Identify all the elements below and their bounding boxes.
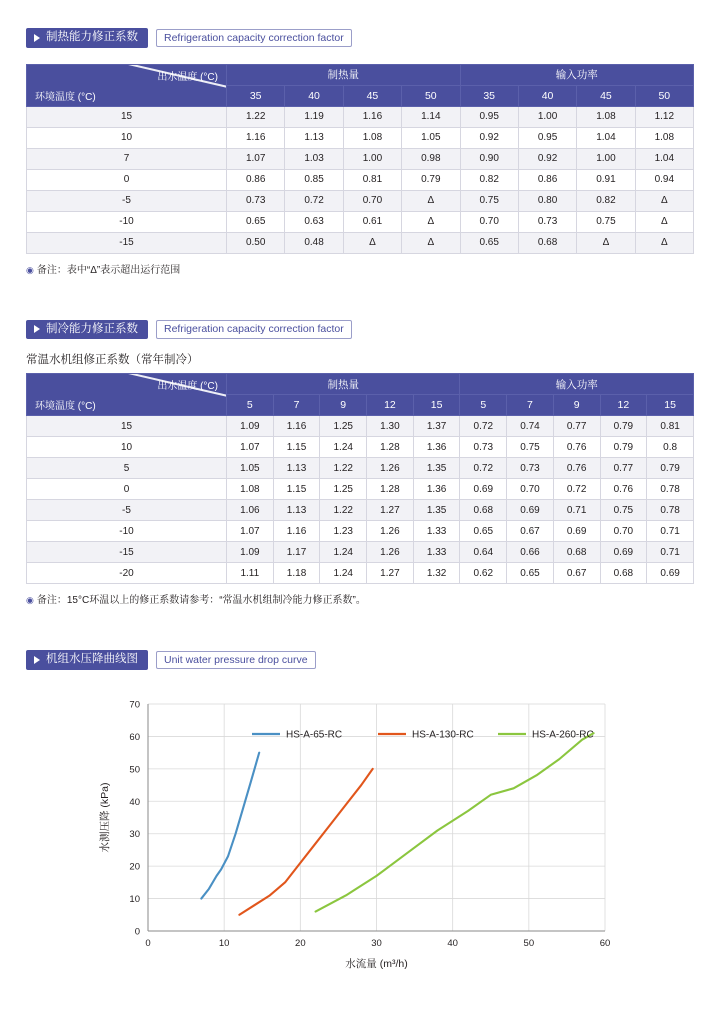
cell: 0.92 [518,148,576,169]
table-row [27,563,694,584]
cell: 1.18 [273,563,320,584]
row-label: 5 [27,458,227,479]
cell: 0.75 [600,500,647,521]
cell: 0.75 [577,211,635,232]
cell: Δ [635,232,693,253]
cell: 0.71 [647,521,694,542]
cell: 1.08 [577,106,635,127]
cell: 0.69 [507,500,554,521]
x-axis-title: 水流量 (m³/h) [345,957,408,970]
row-label: 15 [27,106,227,127]
cell: 0.92 [460,127,518,148]
heating-subheader-3: 50 [402,85,460,106]
cell: 0.80 [518,190,576,211]
cooling-subheader-0: 5 [227,395,274,416]
cell: 1.08 [343,127,401,148]
heating-badge-label: 制热能力修正系数 [46,31,138,43]
row-label: 15 [27,416,227,437]
cell: 0.68 [460,500,507,521]
heating-section-heading [26,28,720,48]
y-axis-title: 水测压降 (kPa) [99,781,111,853]
cell: 0.79 [600,416,647,437]
cell: 1.08 [635,127,693,148]
heating-subheader-5: 40 [518,85,576,106]
heating-note [26,261,720,276]
cell: 0.85 [285,169,343,190]
cell: 1.13 [285,127,343,148]
cell: 0.75 [460,190,518,211]
note-bullet-icon: ◉ [26,264,34,275]
table-row [27,521,694,542]
cell: 0.79 [402,169,460,190]
cooling-note [26,591,720,606]
cell: 0.75 [507,437,554,458]
row-label: 10 [27,127,227,148]
cell: 1.35 [413,500,460,521]
cell: 0.67 [553,563,600,584]
cooling-group-header-1: 输入功率 [460,374,694,395]
cooling-subheader-6: 7 [507,395,554,416]
table-row [27,232,694,253]
heating-subheader-1: 40 [285,85,343,106]
cell: 1.11 [227,563,274,584]
heating-subheader-7: 50 [635,85,693,106]
cell: Δ [577,232,635,253]
cell: 1.15 [273,479,320,500]
cell: 0.76 [553,437,600,458]
cooling-subheader-7: 9 [553,395,600,416]
cell: 1.37 [413,416,460,437]
x-tick-label: 10 [218,937,230,949]
heating-subheader-4: 35 [460,85,518,106]
cell: 1.24 [320,563,367,584]
cell: 1.16 [227,127,285,148]
heating-badge [26,28,148,48]
cell: 1.09 [227,542,274,563]
cell: 1.22 [227,106,285,127]
cell: 0.71 [647,542,694,563]
y-tick-label: 30 [129,828,140,840]
cell: 1.24 [320,542,367,563]
series-line-2 [239,768,372,914]
cell: 1.23 [320,521,367,542]
cell: 1.00 [518,106,576,127]
cell: 0.72 [460,458,507,479]
cell: 0.77 [600,458,647,479]
cell: 0.76 [553,458,600,479]
cell: 0.78 [647,479,694,500]
cooling-subheader-2: 9 [320,395,367,416]
cell: 0.65 [507,563,554,584]
cell: 1.04 [635,148,693,169]
cell: 0.70 [600,521,647,542]
cell: 1.28 [367,437,414,458]
cell: 1.07 [227,148,285,169]
table-row [27,148,694,169]
cell: 0.68 [553,542,600,563]
cell: 0.94 [635,169,693,190]
cooling-subheader-4: 15 [413,395,460,416]
cell: 0.72 [553,479,600,500]
pressure-drop-chart [0,686,720,981]
cell: 1.26 [367,521,414,542]
cell: 0.48 [285,232,343,253]
y-tick-label: 50 [129,763,140,775]
table-row [27,458,694,479]
chart-section-heading [26,650,720,670]
heating-outlet-temp-label: 出水温度 (°C) [157,71,218,83]
cell: Δ [635,190,693,211]
cell: 1.14 [402,106,460,127]
cell: 0.95 [460,106,518,127]
y-tick-label: 60 [129,731,140,743]
cell: 1.09 [227,416,274,437]
cell: 0.81 [647,416,694,437]
cell: 0.73 [507,458,554,479]
heating-badge-en: Refrigeration capacity correction factor [156,29,352,48]
cooling-correction-table [26,373,694,584]
cell: 0.63 [285,211,343,232]
cell: 0.74 [507,416,554,437]
cell: 1.12 [635,106,693,127]
cell: 0.73 [460,437,507,458]
y-tick-label: 0 [134,926,140,937]
table-row [27,211,694,232]
cell: 1.26 [367,542,414,563]
cell: 1.07 [227,437,274,458]
cell: 1.35 [413,458,460,479]
cell: 1.24 [320,437,367,458]
cell: 1.13 [273,500,320,521]
cell: 0.70 [460,211,518,232]
row-label: 0 [27,479,227,500]
cell: 0.62 [460,563,507,584]
cell: 0.81 [343,169,401,190]
table-row [27,479,694,500]
row-label: 7 [27,148,227,169]
legend-label-1: HS-A-65-RC [286,729,343,740]
cell: 1.27 [367,500,414,521]
cooling-outlet-temp-label: 出水温度 (°C) [157,381,218,392]
x-tick-label: 20 [295,937,306,949]
triangle-icon [34,325,40,333]
heating-header-row-1 [27,64,694,85]
cell: 1.16 [273,521,320,542]
cell: 1.19 [285,106,343,127]
table-row [27,437,694,458]
cell: 0.79 [600,437,647,458]
cell: 0.78 [647,500,694,521]
cell: 0.69 [647,563,694,584]
spacer-2 [0,276,720,320]
cell: 0.69 [600,542,647,563]
chart-badge-label: 机组水压降曲线图 [46,653,138,665]
cell: Δ [402,232,460,253]
cell: 1.04 [577,127,635,148]
x-tick-label: 50 [523,937,535,949]
x-tick-label: 30 [371,937,382,949]
cell: 0.65 [227,211,285,232]
table-row [27,106,694,127]
cooling-sub-title: 常温水机组修正系数（常年制冷） [26,354,199,366]
triangle-icon [34,34,40,42]
cooling-table-body [27,416,694,584]
cell: 0.65 [460,232,518,253]
cooling-subheader-5: 5 [460,395,507,416]
cooling-table-head [27,374,694,416]
cell: 1.22 [320,458,367,479]
heating-correction-table [26,64,694,254]
legend-label-3: HS-A-260-RC [532,729,594,740]
cooling-header-row-1 [27,374,694,395]
heating-subheader-6: 45 [577,85,635,106]
cell: 0.98 [402,148,460,169]
cell: 1.27 [367,563,414,584]
table-row [27,127,694,148]
cell: 1.30 [367,416,414,437]
series-line-1 [201,752,259,898]
cooling-corner-cell [27,374,227,416]
cell: 0.70 [507,479,554,500]
cell: 0.64 [460,542,507,563]
cooling-subheader-9: 15 [647,395,694,416]
cell: 1.00 [343,148,401,169]
cell: 1.36 [413,437,460,458]
cell: 1.05 [402,127,460,148]
row-label: -5 [27,190,227,211]
cell: 0.76 [600,479,647,500]
x-tick-label: 0 [145,937,151,949]
cell: 1.08 [227,479,274,500]
cell: 0.68 [600,563,647,584]
cell: Δ [343,232,401,253]
heating-note-text: 备注：表中“Δ”表示超出运行范围 [36,264,181,276]
heating-group-header-1: 输入功率 [460,64,694,85]
cell: 1.16 [273,416,320,437]
cell: 1.06 [227,500,274,521]
table-row [27,500,694,521]
row-label: -20 [27,563,227,584]
triangle-icon [34,656,40,664]
note-bullet-icon: ◉ [26,595,34,605]
cell: 0.86 [518,169,576,190]
cell: Δ [402,211,460,232]
cell: 0.71 [553,500,600,521]
cell: 0.86 [227,169,285,190]
heating-corner-cell [27,64,227,106]
table-row [27,169,694,190]
x-tick-label: 40 [447,937,458,949]
cell: 0.82 [460,169,518,190]
cell: Δ [635,211,693,232]
cell: 1.28 [367,479,414,500]
cell: 0.68 [518,232,576,253]
cooling-badge-label: 制冷能力修正系数 [46,322,138,335]
heating-table-head [27,64,694,106]
chart-badge [26,650,148,670]
cell: 0.50 [227,232,285,253]
heating-subheader-0: 35 [227,85,285,106]
spacer-top [0,0,720,28]
cell: 1.16 [343,106,401,127]
heating-table-body [27,106,694,253]
cell: 0.8 [647,437,694,458]
cooling-subheader-3: 12 [367,395,414,416]
cooling-subheader-8: 12 [600,395,647,416]
cell: 1.25 [320,416,367,437]
cell: 0.73 [227,190,285,211]
cooling-ambient-temp-label: 环境温度 (°C) [35,401,96,412]
row-label: -10 [27,211,227,232]
cell: 0.69 [553,521,600,542]
row-label: 10 [27,437,227,458]
cell: 1.25 [320,479,367,500]
series-line-3 [316,733,594,911]
cooling-group-header-0: 制热量 [227,374,460,395]
cell: 0.73 [518,211,576,232]
cell: 0.72 [460,416,507,437]
cell: 0.65 [460,521,507,542]
row-label: 0 [27,169,227,190]
table-row [27,416,694,437]
heating-ambient-temp-label: 环境温度 (°C) [35,91,96,103]
cell: 0.67 [507,521,554,542]
cooling-badge [26,320,148,340]
y-tick-label: 40 [129,796,140,808]
spacer-1 [0,48,720,64]
x-tick-label: 60 [599,937,611,949]
cooling-note-text: 备注：15°C环温以上的修正系数请参考：“常温水机组制冷能力修正系数”。 [36,595,366,606]
cell: 0.82 [577,190,635,211]
cell: 1.03 [285,148,343,169]
cell: 1.05 [227,458,274,479]
cell: 0.79 [647,458,694,479]
cell: 0.66 [507,542,554,563]
cell: 0.61 [343,211,401,232]
cell: 0.90 [460,148,518,169]
cell: 0.70 [343,190,401,211]
chart-badge-en: Unit water pressure drop curve [156,651,316,670]
row-label: -10 [27,521,227,542]
cell: 0.69 [460,479,507,500]
table-row [27,542,694,563]
cell: 1.15 [273,437,320,458]
row-label: -15 [27,232,227,253]
cell: 1.26 [367,458,414,479]
cell: 1.33 [413,521,460,542]
y-tick-label: 10 [129,893,140,905]
row-label: -15 [27,542,227,563]
cell: Δ [402,190,460,211]
table-row [27,190,694,211]
cell: 1.36 [413,479,460,500]
cell: 1.17 [273,542,320,563]
row-label: -5 [27,500,227,521]
cell: 1.22 [320,500,367,521]
heating-subheader-2: 45 [343,85,401,106]
cooling-section-heading [26,320,720,340]
cell: 0.77 [553,416,600,437]
cell: 1.07 [227,521,274,542]
cell: 1.32 [413,563,460,584]
cell: 0.72 [285,190,343,211]
cell: 1.13 [273,458,320,479]
cell: 1.33 [413,542,460,563]
y-tick-label: 20 [129,861,140,873]
spacer-3 [0,606,720,650]
chart-svg [0,686,720,976]
y-tick-label: 70 [129,699,140,710]
cell: 1.00 [577,148,635,169]
legend-label-2: HS-A-130-RC [412,729,474,740]
cell: 0.95 [518,127,576,148]
cooling-badge-en: Refrigeration capacity correction factor [156,320,352,339]
heating-group-header-0: 制热量 [227,64,461,85]
cell: 0.91 [577,169,635,190]
cooling-subheader-1: 7 [273,395,320,416]
